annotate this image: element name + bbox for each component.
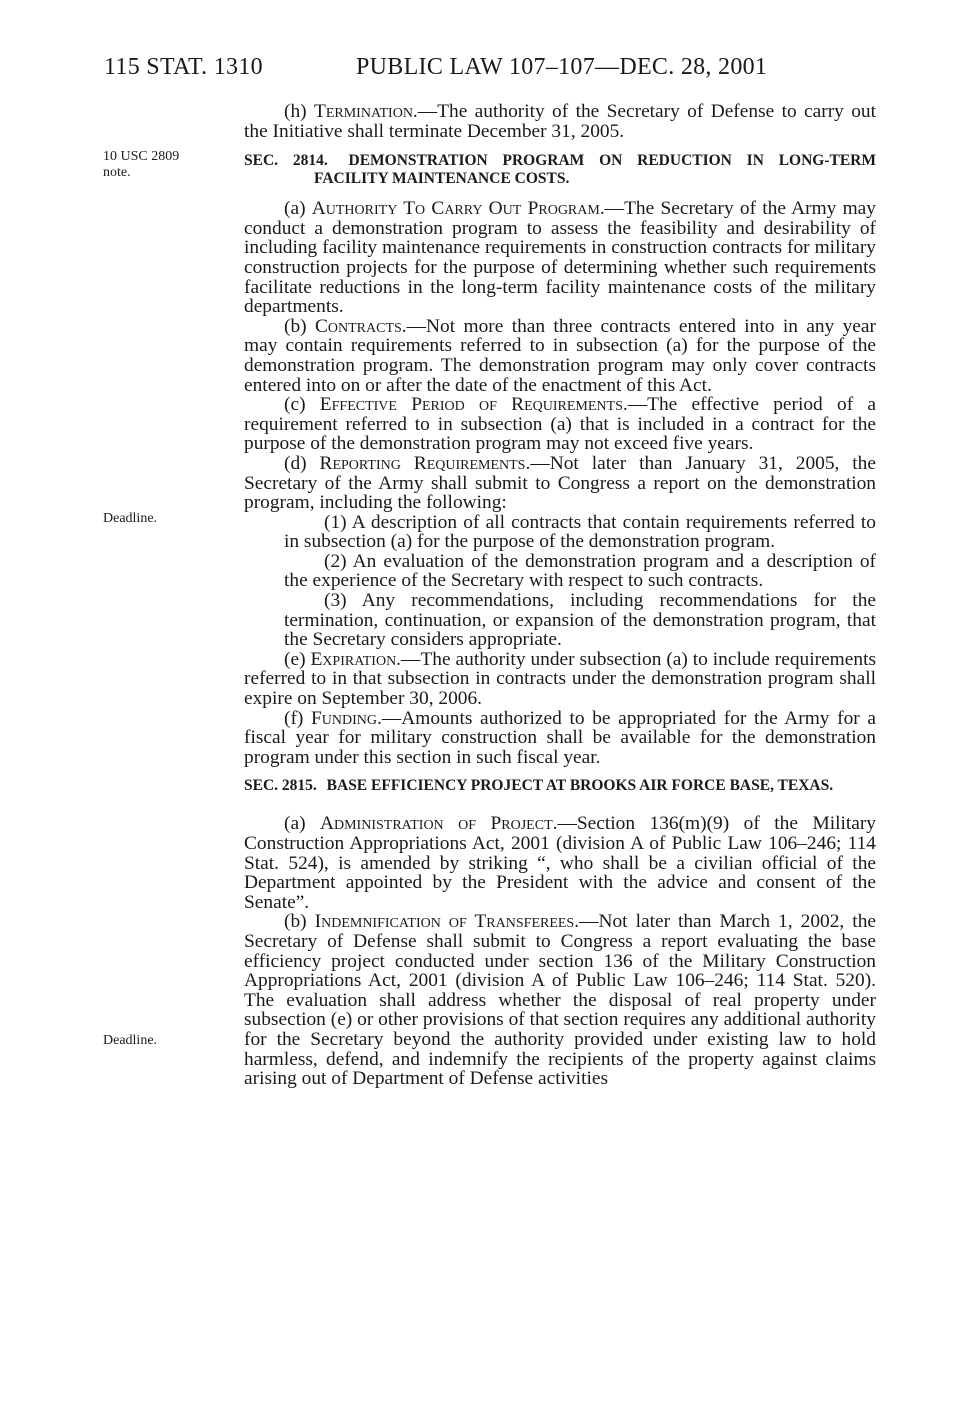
sec2815-subsection-a: [244, 814, 876, 912]
subsection-marker: (c): [284, 394, 320, 416]
subsection-text: —Section 136(m)(9) of the Military Construction Appropriations Act, 2001 (division A of Public Law 106–246; 114 Stat. 524), is amended by striking “, who shall be a civilian official of the Department appointed by the President with the advice and consent of the Senate”.: [244, 813, 877, 913]
subsection-marker: (b): [284, 315, 315, 337]
sec2814-subsection-a: [244, 199, 876, 317]
subsection-heading: Contracts.: [314, 315, 407, 337]
sec2814-subsection-c: [244, 395, 876, 454]
subsection-heading: Indemnification of Transferees.: [314, 911, 580, 933]
subsection-marker: (d): [284, 452, 320, 474]
subsection-text: —Not more than three contracts entered into in any year may contain requirements referred to in subsection (a) for the purpose of the demonstration program. The demonstration program may only cover contracts entered into on or after the date of the enactment of this Act.: [244, 315, 876, 396]
section-number: SEC. 2814.: [244, 152, 328, 170]
subsection-text: —The authority of the Secretary of Defense to carry out the Initiative shall terminate December 31, 2005.: [244, 101, 876, 142]
subsection-marker: (e): [284, 648, 311, 670]
sec2814-subsection-b: [244, 317, 876, 395]
subsection-text: —Amounts authorized to be appropriated for the Army for a fiscal year for military construction shall be available for the demonstration program under this section in such fiscal year.: [244, 707, 876, 768]
subsection-marker: (f): [284, 707, 312, 729]
stat-page-number: 115 STAT. 1310: [104, 54, 263, 80]
subsection-heading: Termination.: [313, 101, 418, 122]
subsection-marker: (a): [284, 198, 312, 220]
statute-body: [244, 102, 876, 1089]
sec2814-subsection-f: [244, 709, 876, 768]
subsection-heading: Effective Period of Requirements.: [319, 394, 628, 416]
sec2814-d-paragraph-3: (3) Any recommendations, including recommendations for the termination, continuation, or expansion of the demonstration program, that the Secretary considers appropriate.: [284, 590, 876, 651]
sec2814-d-paragraph-1: (1) A description of all contracts that contain requirements referred to in subsection (a) for the purpose of the demonstration program.: [284, 511, 876, 553]
subsection-marker: (h): [284, 101, 314, 122]
section-2815-heading: [244, 777, 876, 795]
section-title: BASE EFFICIENCY PROJECT AT BROOKS AIR FORCE BASE, TEXAS.: [326, 777, 834, 795]
subsection-text: —Not later than March 1, 2002, the Secretary of Defense shall submit to Congress a report evaluating the base efficiency project conducted under section 136 of the Military Construction Appropriations Act, 2001 (division A of Public Law 106–246; 114 Stat. 520). The evaluation shall address whether the disposal of real property under subsection (e) or other provisions of that section requires any additional authority for the Secretary beyond the authority provided under existing law to hold harmless, defend, and indemnify the recipients of the property against claims arising out of Department of Defense activities: [244, 911, 876, 1090]
subsection-heading: Authority To Carry Out Program.: [311, 198, 605, 220]
sec2815-subsection-b: [244, 912, 876, 1088]
subsection-heading: Funding.: [311, 707, 382, 729]
law-title-header: PUBLIC LAW 107–107—DEC. 28, 2001: [356, 54, 768, 80]
sec2814-subsection-d: [244, 454, 876, 513]
subsection-text: —The authority under subsection (a) to include requirements referred to in that subsection in contracts under the demonstration program shall expire on September 30, 2006.: [244, 648, 876, 710]
subsection-h: [244, 102, 876, 141]
section-title: DEMONSTRATION PROGRAM ON REDUCTION IN LONG-TERM FACILITY MAINTENANCE COSTS.: [314, 152, 876, 188]
sec2814-subsection-e: [244, 650, 876, 709]
subsection-marker: (b): [284, 911, 315, 933]
deadline-margin-note-2: Deadline.: [103, 1033, 158, 1048]
deadline-margin-note-1: Deadline.: [103, 511, 158, 526]
subsection-text: —Not later than January 31, 2005, the Secretary of the Army shall submit to Congress a report on the demonstration program, including the following:: [244, 452, 876, 514]
section-2814-heading: [244, 152, 876, 188]
subsection-text: —The Secretary of the Army may conduct a demonstration program to assess the feasibility and desirability of including facility maintenance requirements in construction contracts for military construction projects for the purpose of determining whether such requirements facilitate reductions in the long-term facility maintenance costs of the military departments.: [244, 198, 876, 318]
section-number: SEC. 2815.: [244, 777, 317, 795]
subsection-marker: (a): [284, 813, 320, 835]
subsection-heading: Administration of Project.: [320, 813, 558, 835]
subsection-heading: Expiration.: [310, 648, 402, 670]
subsection-heading: Reporting Requirements.: [319, 452, 531, 474]
subsection-text: —The effective period of a requirement referred to in subsection (a) that is included in a contract for the purpose of the demonstration program may not exceed five years.: [244, 394, 877, 455]
sec2814-d-paragraph-2: (2) An evaluation of the demonstration program and a description of the experience of the Secretary with respect to such contracts.: [284, 550, 876, 592]
usc-margin-note: 10 USC 2809 note.: [103, 149, 180, 180]
